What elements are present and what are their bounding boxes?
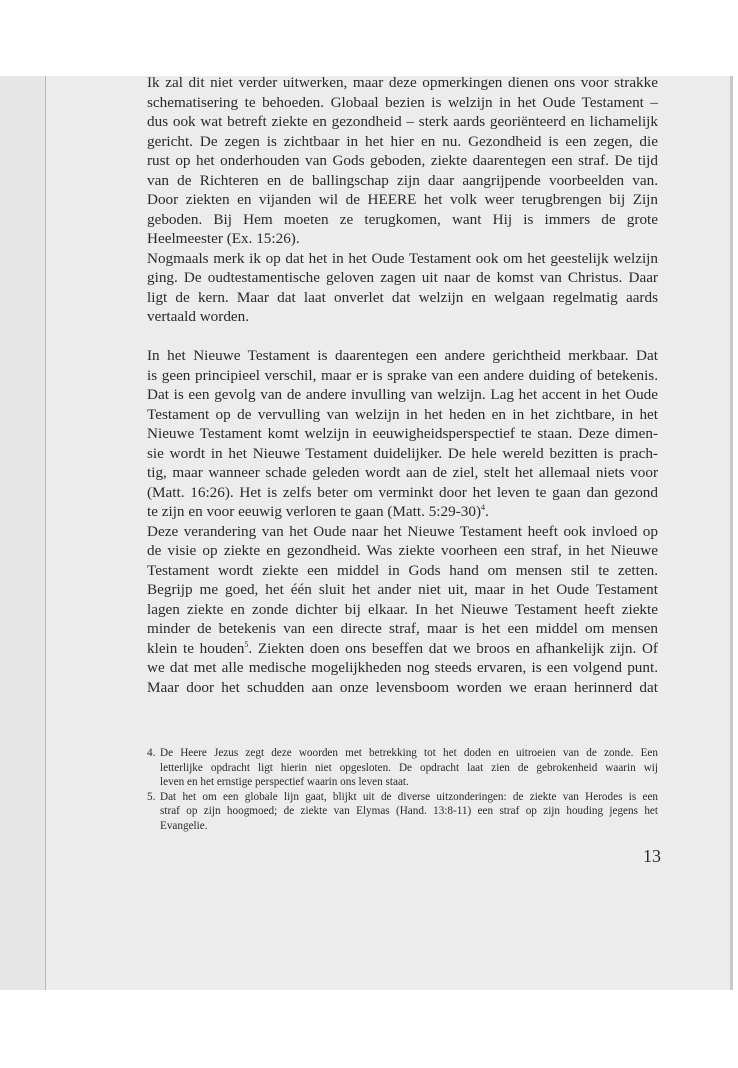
- text-line: Begrijp me goed, het één sluit het ander niet uit, maar in het Oude Testament: [147, 581, 658, 598]
- text-line: Nieuwe Testament komt welzijn in eeuwigheidsperspectief te staan. Deze dimen-: [147, 425, 658, 442]
- text-line: [147, 639, 658, 659]
- text-line: van de Richteren en de ballingschap zijn daar aangrijpende voorbeelden van.: [147, 171, 658, 189]
- text-line: Nogmaals merk ik op dat het in het Oude Testament ook om het geestelijk welzijn: [147, 249, 658, 267]
- text-line: [147, 502, 658, 522]
- text-line: Dat is een gevolg van de andere invulling van welzijn. Lag het accent in het Oude: [147, 386, 658, 403]
- text-fragment: . Ziekten doen ons beseffen dat we broos en afhankelijk zijn. Of: [248, 639, 658, 657]
- footnotes: [147, 746, 658, 834]
- text-line: ging. De oudtestamentische geloven zagen uit naar de komst van Christus. Daar: [147, 269, 658, 286]
- text-line: rust op het onderhouden van Gods geboden, ziekte daarentegen een straf. De tijd: [147, 152, 658, 169]
- footnote-line: straf op zijn hoogmoed; de ziekte van Elymas (Hand. 13:8-11) een straf op zijn houding jegens het: [160, 805, 658, 818]
- paragraph-3: [147, 346, 658, 522]
- text-line: Testament wordt ziekte een middel in Gods hand om mensen stil te zetten.: [147, 561, 658, 579]
- text-line: Door ziekten en vijanden wil de HEERE het volk weer terugbrengen bij Zijn: [147, 191, 658, 208]
- text-line: we dat met alle medische mogelijkheden nog steeds ervaren, is een volgend punt.: [147, 659, 658, 676]
- footnote-line: letterlijke opdracht ligt hierin niet opgesloten. De opdracht laat zien de gebrokenheid waarin wij: [160, 761, 658, 774]
- footnote-line: Dat het om een globale lijn gaat, blijkt uit de diverse uitzonderingen: de ziekte van Herodes is een: [160, 790, 658, 803]
- text-line: dus ook wat betreft ziekte en gezondheid – sterk aards georiënteerd en lichamelijk: [147, 113, 658, 130]
- footnote-ref-4[interactable]: 4: [481, 502, 486, 512]
- body-text: [147, 73, 658, 697]
- paragraph-4: [147, 522, 658, 698]
- text-line: ligt de kern. Maar dat laat onverlet dat welzijn en welgaan regelmatig aards: [147, 288, 658, 306]
- footnote-number: 4.: [147, 747, 156, 759]
- text-line: (Matt. 16:26). Het is zelfs beter om verminkt door het leven te gaan dan gezond: [147, 483, 658, 501]
- text-line: tig, maar wanneer schade geleden wordt aan de ziel, stelt het allemaal niets voor: [147, 464, 658, 481]
- text-line: de visie op ziekte en gezondheid. Was ziekte voorheen een straf, in het Nieuwe: [147, 542, 658, 559]
- text-line: Testament op de vervulling van welzijn in het heden en in het zichtbare, in het: [147, 405, 658, 423]
- footnote-4: [147, 746, 658, 790]
- text-line: lagen ziekte en zonde dichter bij elkaar. In het Nieuwe Testament heeft ziekte: [147, 600, 658, 618]
- page-gutter: [0, 76, 46, 990]
- footnote-line: Evangelie.: [160, 819, 208, 832]
- paragraph-gap: [147, 327, 658, 347]
- text-fragment: .: [485, 503, 489, 520]
- footnote-ref-5[interactable]: 5: [244, 639, 249, 649]
- paragraph-1: [147, 73, 658, 249]
- text-line: Ik zal dit niet verder uitwerken, maar deze opmerkingen dienen ons voor strakke: [147, 74, 658, 91]
- text-line: Heelmeester (Ex. 15:26).: [147, 230, 300, 247]
- text-line: is geen principieel verschil, maar er is sprake van een andere duiding of betekenis.: [147, 366, 658, 384]
- text-line: In het Nieuwe Testament is daarentegen een andere gerichtheid merkbaar. Dat: [147, 347, 658, 364]
- text-line: Maar door het schudden aan onze levensboom worden we eraan herinnerd dat: [147, 678, 658, 696]
- footnote-number: 5.: [147, 790, 156, 803]
- footnote-line: leven en het ernstige perspectief waarin ons leven staat.: [160, 776, 409, 789]
- page-number: 13: [643, 846, 661, 866]
- text-line: gericht. De zegen is zichtbaar in het hier en nu. Gezondheid is een zegen, die: [147, 132, 658, 150]
- text-line: sie wordt in het Nieuwe Testament duidelijker. De hele wereld bezitten is prach-: [147, 444, 658, 462]
- paragraph-2: [147, 249, 658, 327]
- text-line: Deze verandering van het Oude naar het Nieuwe Testament heeft ook invloed op: [147, 522, 658, 540]
- text-line: minder de betekenis van een directe straf, maar is het een middel om mensen: [147, 620, 658, 637]
- text-fragment: klein te houden: [147, 639, 245, 657]
- footnote-line: De Heere Jezus zegt deze woorden met betrekking tot het doden en uitroeien van de zonde. Een: [160, 747, 658, 759]
- text-line: geboden. Bij Hem moeten ze terugkomen, want Hij is immers de grote: [147, 210, 658, 228]
- text-fragment: te zijn en voor eeuwig verloren te gaan (Matt. 5:29-30): [147, 503, 482, 520]
- text-line: schematisering te behoeden. Globaal bezien is welzijn in het Oude Testament –: [147, 93, 658, 111]
- footnote-5: [147, 790, 658, 834]
- text-line: vertaald worden.: [147, 308, 250, 325]
